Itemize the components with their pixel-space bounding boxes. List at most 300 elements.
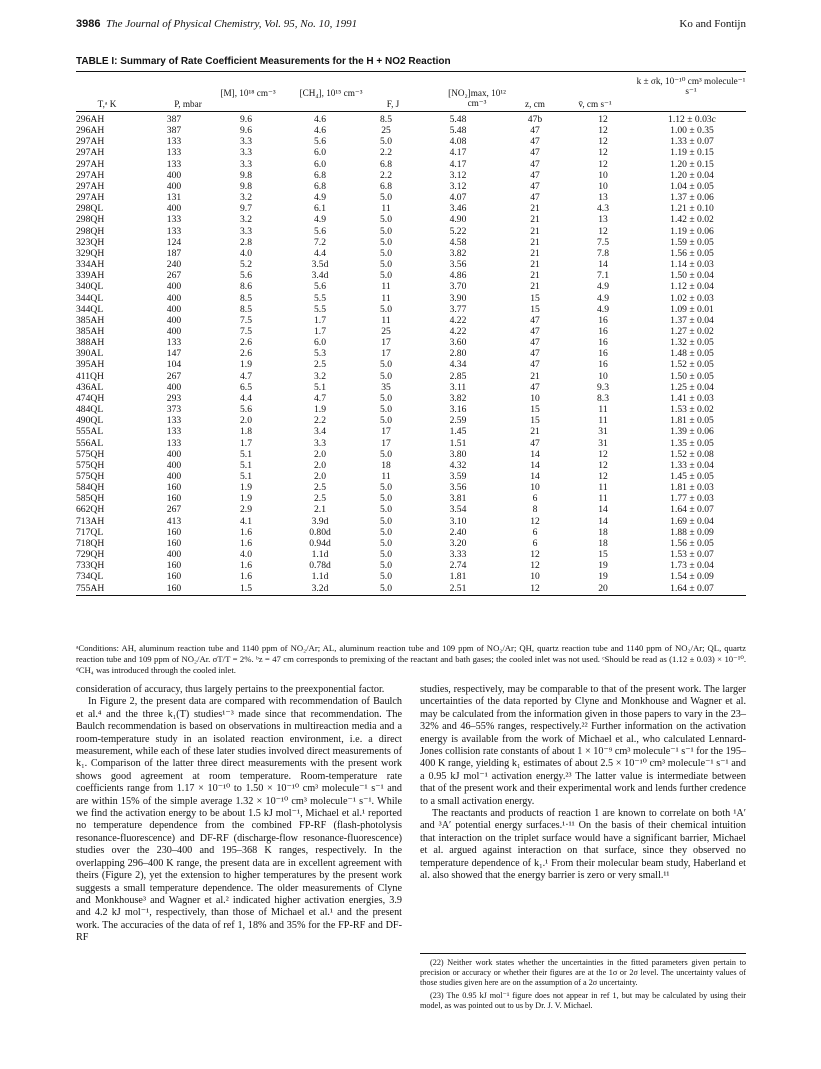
cell-velocity: 12 [598,459,608,471]
cell-velocity: 14 [598,504,608,516]
cell-rate-coefficient: 1.33 ± 0.07 [670,136,714,148]
cell-pressure: 400 [166,292,182,304]
cell-velocity: 16 [598,325,608,337]
cell-m-density: 1.9 [240,359,252,371]
table-row [76,281,746,292]
cell-ch4-density: 2.1 [314,504,326,516]
cell-temperature: 575QH [76,459,105,471]
cell-ch4-density: 4.9 [314,214,326,226]
cell-z-distance: 10 [530,571,540,583]
cell-flash-energy: 5.0 [380,571,392,583]
cell-rate-coefficient: 1.41 ± 0.03 [670,392,714,404]
cell-ch4-density: 1.1d [311,549,329,561]
cell-pressure: 160 [166,493,182,505]
cell-pressure: 400 [166,314,182,326]
cell-z-distance: 47 [530,158,540,170]
cell-rate-coefficient: 1.02 ± 0.03 [670,292,714,304]
cell-m-density: 3.2 [240,192,252,204]
cell-velocity: 11 [598,493,608,505]
cell-pressure: 133 [166,214,182,226]
cell-rate-coefficient: 1.81 ± 0.03 [670,482,714,494]
cell-velocity: 13 [598,192,608,204]
cell-no2-max: 3.56 [449,259,467,271]
cell-velocity: 12 [598,158,608,170]
cell-ch4-density: 6.0 [314,337,326,349]
table-row [76,114,746,125]
cell-m-density: 4.0 [240,247,252,259]
cell-ch4-density: 5.5 [314,292,326,304]
cell-z-distance: 47 [530,136,540,148]
table-row [76,259,746,270]
cell-ch4-density: 2.5 [314,359,326,371]
left-column [76,684,402,945]
cell-flash-energy: 11 [381,281,391,293]
col-header-t: T,ᵃ K [97,99,117,109]
cell-z-distance: 8 [532,504,538,516]
cell-m-density: 2.0 [240,415,252,427]
cell-pressure: 160 [166,582,182,594]
cell-z-distance: 6 [532,493,538,505]
cell-m-density: 2.6 [240,348,252,360]
cell-z-distance: 21 [530,203,540,215]
cell-temperature: 323QH [76,236,105,248]
cell-ch4-density: 2.0 [314,471,326,482]
cell-temperature: 717QL [76,526,104,538]
cell-z-distance: 12 [530,515,540,527]
table-row [76,315,746,326]
cell-no2-max: 4.22 [449,314,467,326]
cell-temperature: 713AH [76,515,105,527]
cell-no2-max: 3.11 [449,381,467,393]
cell-flash-energy: 2.2 [380,147,392,159]
cell-rate-coefficient: 1.77 ± 0.03 [670,493,714,505]
cell-rate-coefficient: 1.88 ± 0.09 [670,526,714,538]
cell-temperature: 584QH [76,482,105,494]
cell-m-density: 7.5 [240,314,252,326]
cell-no2-max: 4.08 [449,136,467,148]
table-row [76,449,746,460]
cell-rate-coefficient: 1.73 ± 0.04 [670,560,714,572]
cell-flash-energy: 5.0 [380,493,392,505]
cell-temperature: 484QL [76,404,104,416]
cell-flash-energy: 5.0 [380,504,392,516]
cell-z-distance: 21 [530,370,540,382]
cell-z-distance: 10 [530,482,540,494]
cell-m-density: 1.6 [240,537,252,549]
cell-m-density: 1.9 [240,493,252,505]
cell-velocity: 8.3 [597,392,609,404]
table-row [76,293,746,304]
cell-flash-energy: 25 [381,325,391,337]
cell-m-density: 9.6 [240,125,252,137]
cell-rate-coefficient: 1.37 ± 0.04 [670,314,714,326]
col-header-p: P, mbar [174,99,202,109]
cell-pressure: 400 [166,471,182,482]
cell-ch4-density: 6.0 [314,158,326,170]
cell-no2-max: 3.77 [449,303,467,315]
cell-pressure: 400 [166,448,182,460]
cell-rate-coefficient: 1.64 ± 0.07 [670,504,714,516]
cell-velocity: 7.5 [597,236,609,248]
cell-z-distance: 47b [527,114,543,125]
cell-no2-max: 2.80 [449,348,467,360]
cell-no2-max: 2.74 [449,560,467,572]
cell-rate-coefficient: 1.39 ± 0.06 [670,426,714,438]
cell-ch4-density: 4.7 [314,392,326,404]
cell-ch4-density: 6.8 [314,169,326,181]
cell-no2-max: 3.20 [449,537,467,549]
cell-ch4-density: 1.7 [314,314,326,326]
cell-z-distance: 12 [530,560,540,572]
cell-ch4-density: 5.5 [314,303,326,315]
cell-no2-max: 3.12 [449,180,467,192]
cell-temperature: 575QH [76,448,105,460]
cell-temperature: 395AH [76,359,105,371]
cell-velocity: 11 [598,482,608,494]
cell-m-density: 3.3 [240,225,252,237]
cell-m-density: 1.7 [240,437,252,449]
cell-flash-energy: 5.0 [380,392,392,404]
cell-rate-coefficient: 1.14 ± 0.03 [670,259,714,271]
cell-temperature: 556AL [76,437,104,449]
cell-pressure: 400 [166,281,182,293]
cell-flash-energy: 11 [381,203,391,215]
cell-ch4-density: 2.2 [314,415,326,427]
cell-z-distance: 21 [530,247,540,259]
cell-no2-max: 3.70 [449,281,467,293]
cell-z-distance: 47 [530,314,540,326]
cell-velocity: 11 [598,404,608,416]
cell-ch4-density: 5.6 [314,281,326,293]
cell-m-density: 1.9 [240,482,252,494]
cell-pressure: 133 [166,426,182,438]
cell-temperature: 296AH [76,114,105,125]
cell-flash-energy: 5.0 [380,270,392,282]
table-row [76,203,746,214]
table-row [76,181,746,192]
reference-22: (22) Neither work states whether the uncertainties in the fitted parameters given pertain to precision or accuracy or whether their figures are at the 1σ or 2σ level. The uncertainty values of those studies given here are on the assumption of a 2σ uncertainty. [420,958,746,987]
table-caption-label: TABLE I: [76,56,118,67]
cell-flash-energy: 5.0 [380,537,392,549]
cell-ch4-density: 1.1d [311,571,329,583]
cell-flash-energy: 5.0 [380,404,392,416]
table-row [76,415,746,426]
cell-flash-energy: 11 [381,292,391,304]
cell-pressure: 160 [166,537,182,549]
cell-no2-max: 4.34 [449,359,467,371]
cell-velocity: 9.3 [597,381,609,393]
cell-m-density: 6.5 [240,381,252,393]
cell-ch4-density: 4.6 [314,125,326,137]
table-row [76,516,746,527]
cell-z-distance: 14 [530,459,540,471]
cell-ch4-density: 4.6 [314,114,326,125]
cell-pressure: 133 [166,337,182,349]
cell-pressure: 400 [166,203,182,215]
cell-m-density: 9.7 [240,203,252,215]
cell-pressure: 133 [166,415,182,427]
cell-ch4-density: 5.3 [314,348,326,360]
cell-temperature: 575QH [76,471,105,482]
cell-m-density: 2.8 [240,236,252,248]
cell-no2-max: 2.51 [449,582,467,594]
cell-m-density: 5.2 [240,259,252,271]
cell-temperature: 297AH [76,147,105,159]
cell-temperature: 344QL [76,292,104,304]
references-rule [420,953,746,954]
cell-ch4-density: 3.4 [314,426,326,438]
cell-temperature: 755AH [76,582,105,594]
cell-z-distance: 21 [530,225,540,237]
cell-rate-coefficient: 1.04 ± 0.05 [670,180,714,192]
cell-velocity: 16 [598,359,608,371]
table-row [76,326,746,337]
cell-temperature: 729QH [76,549,105,561]
cell-no2-max: 3.80 [449,448,467,460]
cell-flash-energy: 11 [381,471,391,482]
paragraph: studies, respectively, may be comparable to that of the present work. The larger uncertainties of the data reported by Clyne and Monkhouse and Wagner et al. may be calculated from the information given in those papers to vary in the 23–32% and 46–55% ranges, respectively.²² Further information on the activation energy is available from the work of Michael et al., who calculated Lennard-Jones collision rate constants of about 1 × 10⁻⁹ cm³ molecule⁻¹ s⁻¹ for the 195–400 K range, yielding k₁ estimates of about 2.5 × 10⁻¹⁰ cm³ molecule⁻¹ s⁻¹ and a 0.95 kJ mol⁻¹ activation energy.²³ The latter value is intermediate between that of the present work and their experimental work and lends further credence to a small activation energy. [420,684,747,807]
table-row [76,549,746,560]
cell-pressure: 267 [166,370,182,382]
cell-flash-energy: 5.0 [380,359,392,371]
cell-z-distance: 47 [530,381,540,393]
cell-rate-coefficient: 1.12 ± 0.04 [670,281,714,293]
cell-temperature: 390AL [76,348,104,360]
cell-velocity: 18 [598,526,608,538]
cell-rate-coefficient: 1.19 ± 0.06 [670,225,714,237]
cell-z-distance: 47 [530,125,540,137]
cell-temperature: 718QH [76,537,105,549]
cell-ch4-density: 1.7 [314,325,326,337]
cell-m-density: 8.6 [240,281,252,293]
col-header-v: v̄, cm s⁻¹ [578,99,612,109]
cell-temperature: 340QL [76,281,104,293]
cell-velocity: 12 [598,471,608,482]
cell-rate-coefficient: 1.52 ± 0.08 [670,448,714,460]
cell-z-distance: 15 [530,404,540,416]
cell-rate-coefficient: 1.12 ± 0.03c [668,114,716,125]
cell-m-density: 3.3 [240,147,252,159]
table-row [76,471,746,482]
cell-z-distance: 47 [530,192,540,204]
cell-velocity: 19 [598,560,608,572]
col-header-z: z, cm [525,99,545,109]
cell-temperature: 296AH [76,125,105,137]
cell-temperature: 411QH [76,370,104,382]
cell-velocity: 10 [598,370,608,382]
cell-rate-coefficient: 1.48 ± 0.05 [670,348,714,360]
cell-flash-energy: 5.0 [380,515,392,527]
cell-pressure: 400 [166,169,182,181]
table-row [76,337,746,348]
cell-temperature: 298QH [76,214,105,226]
cell-pressure: 133 [166,437,182,449]
table-row [76,583,746,594]
cell-rate-coefficient: 1.42 ± 0.02 [670,214,714,226]
table-caption [76,56,451,67]
cell-temperature: 388AH [76,337,105,349]
cell-flash-energy: 5.0 [380,549,392,561]
cell-m-density: 1.8 [240,426,252,438]
cell-pressure: 133 [166,147,182,159]
cell-rate-coefficient: 1.20 ± 0.04 [670,169,714,181]
cell-z-distance: 47 [530,147,540,159]
cell-temperature: 297AH [76,136,105,148]
cell-no2-max: 5.48 [449,125,467,137]
cell-rate-coefficient: 1.50 ± 0.04 [670,270,714,282]
right-column [420,684,746,883]
cell-z-distance: 10 [530,392,540,404]
cell-no2-max: 3.33 [449,549,467,561]
cell-z-distance: 12 [530,549,540,561]
table-row [76,527,746,538]
cell-velocity: 12 [598,125,608,137]
cell-z-distance: 47 [530,359,540,371]
cell-flash-energy: 5.0 [380,415,392,427]
cell-rate-coefficient: 1.37 ± 0.06 [670,192,714,204]
cell-velocity: 7.1 [597,270,609,282]
cell-no2-max: 3.82 [449,247,467,259]
cell-velocity: 4.9 [597,292,609,304]
cell-no2-max: 4.22 [449,325,467,337]
cell-flash-energy: 2.2 [380,169,392,181]
cell-flash-energy: 6.8 [380,180,392,192]
page-number: 3986 [76,18,101,30]
cell-rate-coefficient: 1.52 ± 0.05 [670,359,714,371]
cell-m-density: 4.7 [240,370,252,382]
table-row [76,404,746,415]
header-left [76,18,357,30]
cell-pressure: 133 [166,136,182,148]
cell-temperature: 297AH [76,192,105,204]
cell-no2-max: 4.07 [449,192,467,204]
cell-pressure: 293 [166,392,182,404]
cell-ch4-density: 0.94d [309,537,331,549]
cell-z-distance: 6 [532,526,538,538]
cell-no2-max: 5.22 [449,225,467,237]
col-header-m: [M], 10¹⁸ cm⁻³ [220,88,276,98]
cell-rate-coefficient: 1.56 ± 0.05 [670,537,714,549]
cell-z-distance: 14 [530,448,540,460]
cell-pressure: 400 [166,180,182,192]
cell-temperature: 297AH [76,169,105,181]
cell-m-density: 9.8 [240,169,252,181]
cell-velocity: 16 [598,348,608,360]
cell-ch4-density: 3.4d [311,270,329,282]
cell-flash-energy: 35 [381,381,391,393]
cell-z-distance: 47 [530,325,540,337]
cell-flash-energy: 5.0 [380,136,392,148]
cell-flash-energy: 5.0 [380,303,392,315]
cell-pressure: 131 [166,192,182,204]
cell-flash-energy: 17 [381,337,391,349]
cell-flash-energy: 6.8 [380,158,392,170]
cell-velocity: 12 [598,448,608,460]
cell-flash-energy: 17 [381,348,391,360]
cell-no2-max: 2.40 [449,526,467,538]
cell-z-distance: 21 [530,236,540,248]
cell-no2-max: 1.51 [449,437,467,449]
cell-velocity: 31 [598,437,608,449]
cell-pressure: 387 [166,125,182,137]
cell-temperature: 733QH [76,560,105,572]
references [420,958,746,1014]
cell-m-density: 5.1 [240,459,252,471]
table-row [76,426,746,437]
cell-flash-energy: 5.0 [380,192,392,204]
cell-ch4-density: 6.1 [314,203,326,215]
cell-z-distance: 47 [530,180,540,192]
cell-rate-coefficient: 1.81 ± 0.05 [670,415,714,427]
cell-temperature: 385AH [76,325,105,337]
cell-z-distance: 47 [530,169,540,181]
cell-ch4-density: 2.5 [314,493,326,505]
cell-m-density: 4.1 [240,515,252,527]
cell-pressure: 160 [166,526,182,538]
cell-rate-coefficient: 1.32 ± 0.05 [670,337,714,349]
cell-z-distance: 21 [530,270,540,282]
journal-citation: The Journal of Physical Chemistry, Vol. 95, No. 10, 1991 [105,18,358,30]
cell-rate-coefficient: 1.00 ± 0.35 [670,125,714,137]
cell-ch4-density: 4.4 [314,247,326,259]
cell-rate-coefficient: 1.25 ± 0.04 [670,381,714,393]
cell-z-distance: 15 [530,303,540,315]
cell-no2-max: 3.10 [449,515,467,527]
cell-flash-energy: 11 [381,314,391,326]
cell-m-density: 1.6 [240,560,252,572]
cell-z-distance: 47 [530,348,540,360]
cell-no2-max: 3.12 [449,169,467,181]
col-header-ch4: [CH₄], 10¹⁵ cm⁻³ [299,88,363,98]
cell-temperature: 344QL [76,303,104,315]
cell-pressure: 400 [166,459,182,471]
cell-rate-coefficient: 1.09 ± 0.01 [670,303,714,315]
cell-flash-energy: 25 [381,125,391,137]
cell-velocity: 19 [598,571,608,583]
table-row [76,571,746,582]
cell-ch4-density: 5.6 [314,225,326,237]
table-row [76,493,746,504]
cell-pressure: 160 [166,571,182,583]
cell-no2-max: 2.85 [449,370,467,382]
cell-m-density: 3.3 [240,136,252,148]
paragraph: In Figure 2, the present data are compared with recommendation of Baulch et al.⁴ and the three k₁(T) studies¹⁻³ made since that recommendation. The Baulch recommendation is based on observations in multireaction media and a room-temperature study in an isolated reaction environment, i.e. a direct measurement, while each of these later studies involved direct measurements of k₁. Comparison of the latter three direct measurements with the present work shows good agreement at room temperature. Room-temperature rate coefficients range from 1.17 × 10⁻¹⁰ to 1.50 × 10⁻¹⁰ cm³ molecule⁻¹ s⁻¹ and are within 15% of the simple average 1.32 × 10⁻¹⁰ cm³ molecule⁻¹ s⁻¹. While we find the activation energy to be about 1.5 kJ mol⁻¹, Michael et al.¹ reported no temperature dependence from the combined FP-RF (flash-photolysis resonance-fluorescence) and DF-RF (discharge-flow resonance-fluorescence) studies over the 230–400 and 195–368 K ranges, respectively. In the overlapping 296–400 K range, the present data are in excellent agreement with theirs (Figure 2), yet the extension to higher temperatures by the present work suggests a small temperature dependence. The older measurements of Clyne and Monkhouse³ and Wagner et al.² indicated higher activation energies, 3.9 and 4.2 kJ mol⁻¹, respectively, than those of Michael et al.¹ and the present work. The accuracies of the data of ref 1, 18% and 35% for the FP-RF and DF-RF [76,696,402,944]
cell-m-density: 8.5 [240,292,252,304]
cell-velocity: 14 [598,515,608,527]
cell-temperature: 662QH [76,504,105,516]
table-body [76,114,746,594]
cell-no2-max: 3.81 [449,493,467,505]
reference-23: (23) The 0.95 kJ mol⁻¹ figure does not appear in ref 1, but may be calculated by using their model, as was pointed out to us by Dr. J. V. Michael. [420,991,746,1010]
table-row [76,159,746,170]
cell-m-density: 5.6 [240,404,252,416]
table-bottom-rule [76,595,746,596]
paragraph: consideration of accuracy, thus largely pertains to the preexponential factor. [76,684,385,695]
cell-temperature: 298QH [76,225,105,237]
cell-no2-max: 3.90 [449,292,467,304]
cell-rate-coefficient: 1.69 ± 0.04 [670,515,714,527]
table-row [76,460,746,471]
table-row [76,371,746,382]
cell-temperature: 297AH [76,180,105,192]
cell-no2-max: 4.17 [449,158,467,170]
cell-z-distance: 21 [530,214,540,226]
cell-velocity: 11 [598,415,608,427]
cell-velocity: 7.8 [597,247,609,259]
cell-z-distance: 6 [532,537,538,549]
table-row [76,560,746,571]
col-header-no2: [NO₂]max, 10¹² cm⁻³ [448,88,506,108]
